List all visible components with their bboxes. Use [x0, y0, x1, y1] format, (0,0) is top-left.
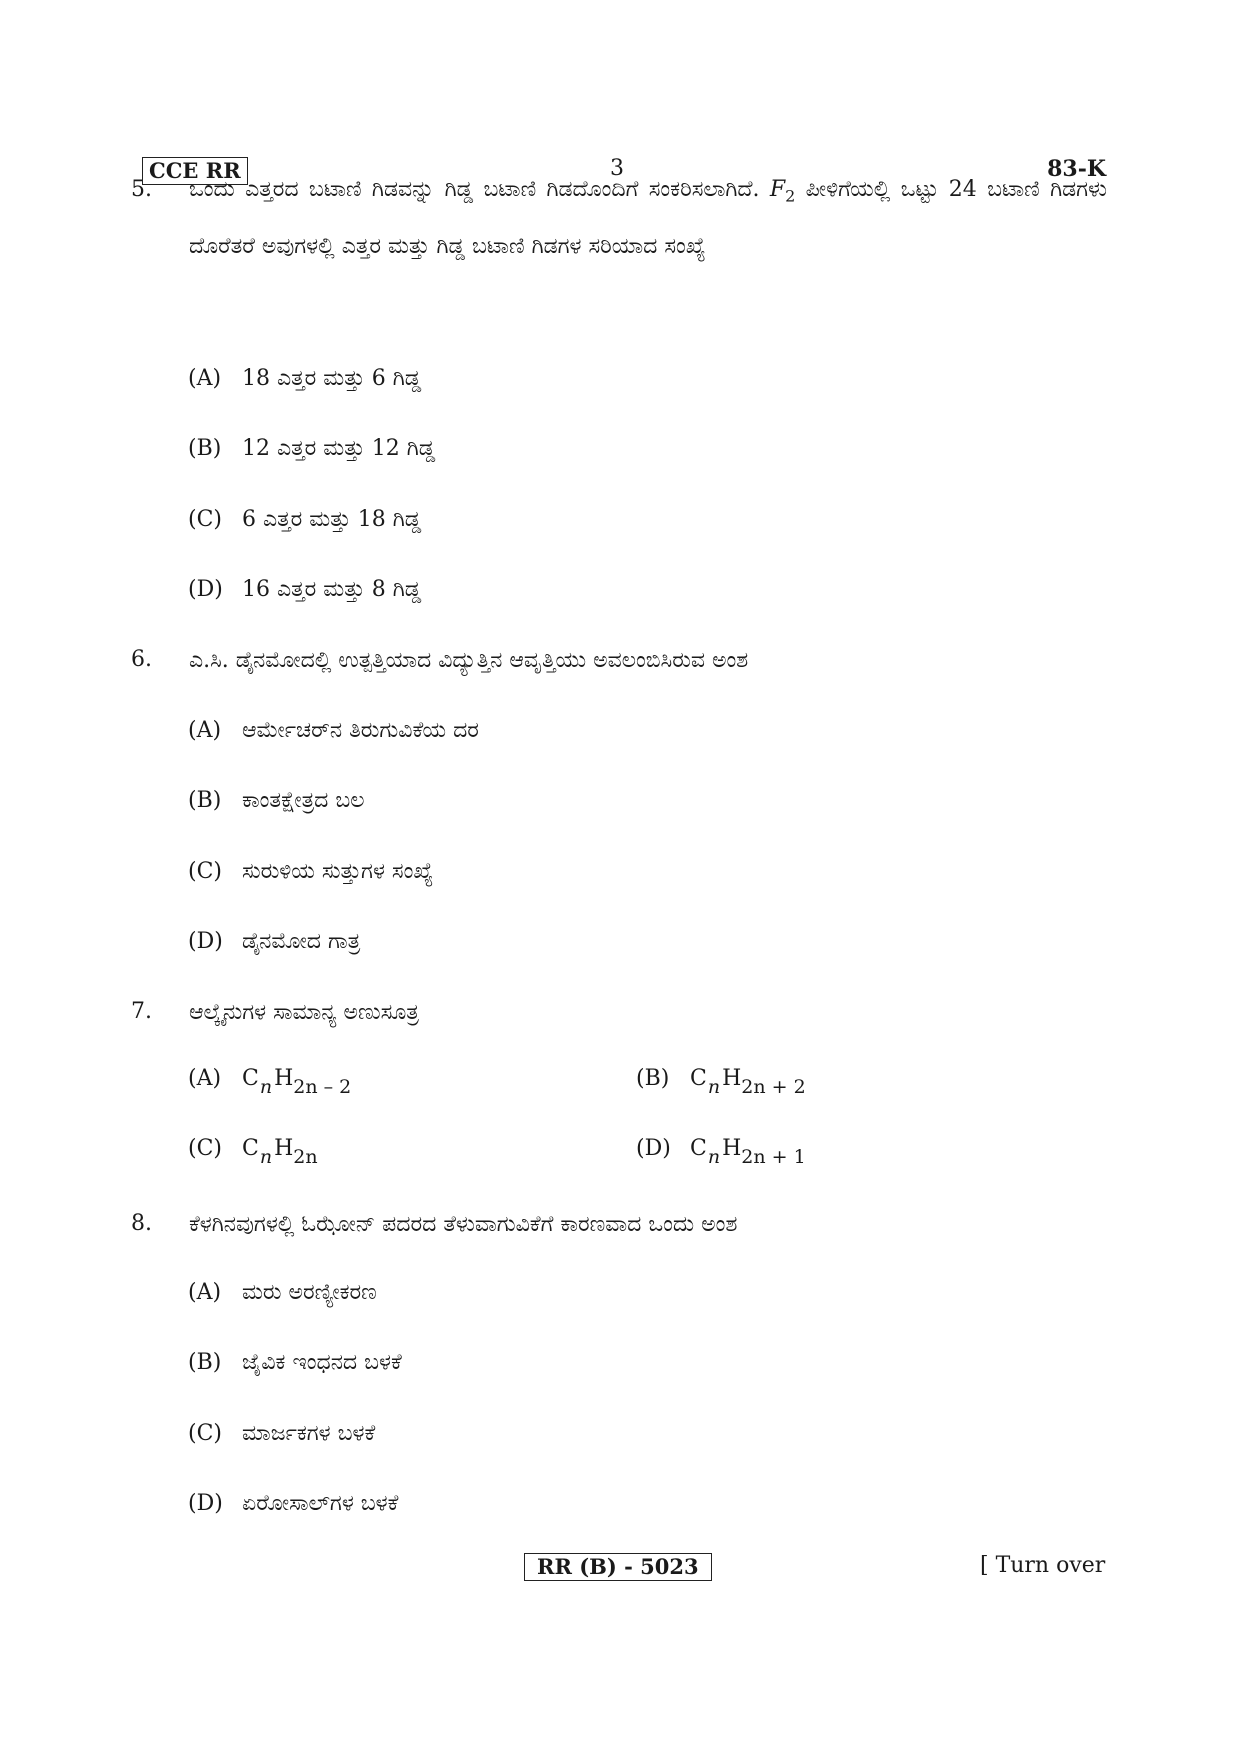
f2-subscript: 2	[785, 186, 796, 206]
formula-n-subscript: n	[707, 1146, 721, 1168]
option-label: (D)	[188, 1491, 223, 1516]
option-7b[interactable]	[636, 1066, 806, 1098]
formula-n-subscript: n	[707, 1076, 721, 1098]
option-text: ಮರು ಅರಣ್ಯೀಕರಣ	[242, 1280, 377, 1305]
formula-h-subscript: 2n – 2	[293, 1076, 352, 1098]
question-text: ಆಲ್ಕೈನುಗಳ ಸಾಮಾನ್ಯ ಅಣುಸೂತ್ರ	[189, 1000, 419, 1025]
option-text: 12 ಎತ್ತರ ಮತ್ತು 12 ಗಿಡ್ಡ	[242, 436, 436, 461]
formula-c: C	[690, 1136, 707, 1161]
option-label: (A)	[188, 366, 222, 391]
option-label: (B)	[636, 1066, 670, 1091]
option-7a[interactable]	[188, 1066, 352, 1098]
paper-code: 83-K	[1047, 156, 1106, 182]
option-label: (C)	[188, 1421, 222, 1446]
question-number: 5.	[131, 177, 152, 202]
formula-c: C	[242, 1136, 259, 1161]
option-6b[interactable]	[188, 788, 365, 813]
option-text: ಜೈವಿಕ ಇಂಧನದ ಬಳಕೆ	[242, 1350, 402, 1375]
option-label: (B)	[188, 788, 222, 813]
option-label: (A)	[188, 718, 222, 743]
option-label: (D)	[636, 1136, 671, 1161]
option-6d[interactable]	[188, 929, 360, 954]
option-8c[interactable]	[188, 1421, 375, 1446]
formula-h-subscript: 2n	[293, 1146, 318, 1168]
formula-h: H	[722, 1066, 742, 1091]
option-5c[interactable]	[188, 507, 421, 532]
formula-n-subscript: n	[259, 1076, 273, 1098]
formula-h-subscript: 2n + 2	[741, 1076, 806, 1098]
option-5a[interactable]	[188, 366, 421, 391]
option-7d[interactable]	[636, 1136, 806, 1168]
question-number: 6.	[131, 647, 152, 672]
option-7c[interactable]	[188, 1136, 318, 1168]
option-6a[interactable]	[188, 718, 479, 743]
option-text: 16 ಎತ್ತರ ಮತ್ತು 8 ಗಿಡ್ಡ	[242, 577, 422, 602]
question-number: 8.	[131, 1211, 152, 1236]
option-text: ಡೈನಮೋದ ಗಾತ್ರ	[242, 929, 361, 954]
question-text-part2: ಪೀಳಿಗೆಯಲ್ಲಿ ಒಟ್ಟು 24 ಬಟಾಣಿ ಗಿಡಗಳು ದೊರೆತರೆ ಅವುಗಳಲ್ಲಿ ಎತ್ತರ ಮತ್ತು ಗಿಡ್ಡ ಬಟಾಣಿ ಗಿಡಗಳ ಸರಿಯಾದ ಸಂಖ್ಯೆ	[189, 177, 1107, 260]
option-label: (D)	[188, 929, 223, 954]
page-number: 3	[610, 156, 624, 181]
option-8a[interactable]	[188, 1280, 377, 1305]
turn-over-label: [ Turn over	[980, 1553, 1106, 1578]
option-label: (C)	[188, 859, 222, 884]
header-cce-rr-box: CCE RR	[142, 157, 248, 185]
formula-h-subscript: 2n + 1	[741, 1146, 806, 1168]
option-5d[interactable]	[188, 577, 421, 602]
formula-c: C	[690, 1066, 707, 1091]
option-label: (C)	[188, 507, 222, 532]
option-text: ಕಾಂತಕ್ಷೇತ್ರದ ಬಲ	[242, 788, 365, 813]
option-label: (C)	[188, 1136, 222, 1161]
formula-h: H	[274, 1136, 294, 1161]
question-number: 7.	[131, 999, 152, 1024]
footer-code-box: RR (B) - 5023	[524, 1553, 712, 1581]
option-text: ಸುರುಳಿಯ ಸುತ್ತುಗಳ ಸಂಖ್ಯೆ	[242, 859, 434, 884]
option-text: 18 ಎತ್ತರ ಮತ್ತು 6 ಗಿಡ್ಡ	[242, 366, 422, 391]
question-text: ಎ.ಸಿ. ಡೈನಮೋದಲ್ಲಿ ಉತ್ಪತ್ತಿಯಾದ ವಿದ್ಯುತ್ತಿನ ಆವೃತ್ತಿಯು ಅವಲಂಬಿಸಿರುವ ಅಂಶ	[189, 648, 749, 673]
option-label: (B)	[188, 436, 222, 461]
formula-n-subscript: n	[259, 1146, 273, 1168]
f2-symbol	[769, 177, 796, 206]
option-5b[interactable]	[188, 436, 435, 461]
option-6c[interactable]	[188, 859, 433, 884]
option-label: (A)	[188, 1066, 222, 1091]
question-text-part1: ಒಂದು ಎತ್ತರದ ಬಟಾಣಿ ಗಿಡವನ್ನು ಗಿಡ್ಡ ಬಟಾಣಿ ಗಿಡದೊಂದಿಗೆ ಸಂಕರಿಸಲಾಗಿದೆ.	[189, 177, 760, 202]
option-8d[interactable]	[188, 1491, 398, 1516]
option-text: ಮಾರ್ಜಕಗಳ ಬಳಕೆ	[242, 1421, 376, 1446]
formula-h: H	[722, 1136, 742, 1161]
option-label: (A)	[188, 1280, 222, 1305]
f2-base: F	[769, 177, 786, 202]
question-text	[189, 164, 1107, 272]
formula-h: H	[274, 1066, 294, 1091]
option-label: (B)	[188, 1350, 222, 1375]
option-label: (D)	[188, 577, 223, 602]
question-text: ಕೆಳಗಿನವುಗಳಲ್ಲಿ ಓಝೋನ್ ಪದರದ ತೆಳುವಾಗುವಿಕೆಗೆ ಕಾರಣವಾದ ಒಂದು ಅಂಶ	[189, 1212, 738, 1237]
option-text: 6 ಎತ್ತರ ಮತ್ತು 18 ಗಿಡ್ಡ	[242, 507, 422, 532]
formula-c: C	[242, 1066, 259, 1091]
option-8b[interactable]	[188, 1350, 402, 1375]
option-text: ಏರೋಸಾಲ್‌ಗಳ ಬಳಕೆ	[242, 1491, 399, 1516]
option-text: ಆರ್ಮೇಚರ್‌ನ ತಿರುಗುವಿಕೆಯ ದರ	[242, 718, 479, 743]
